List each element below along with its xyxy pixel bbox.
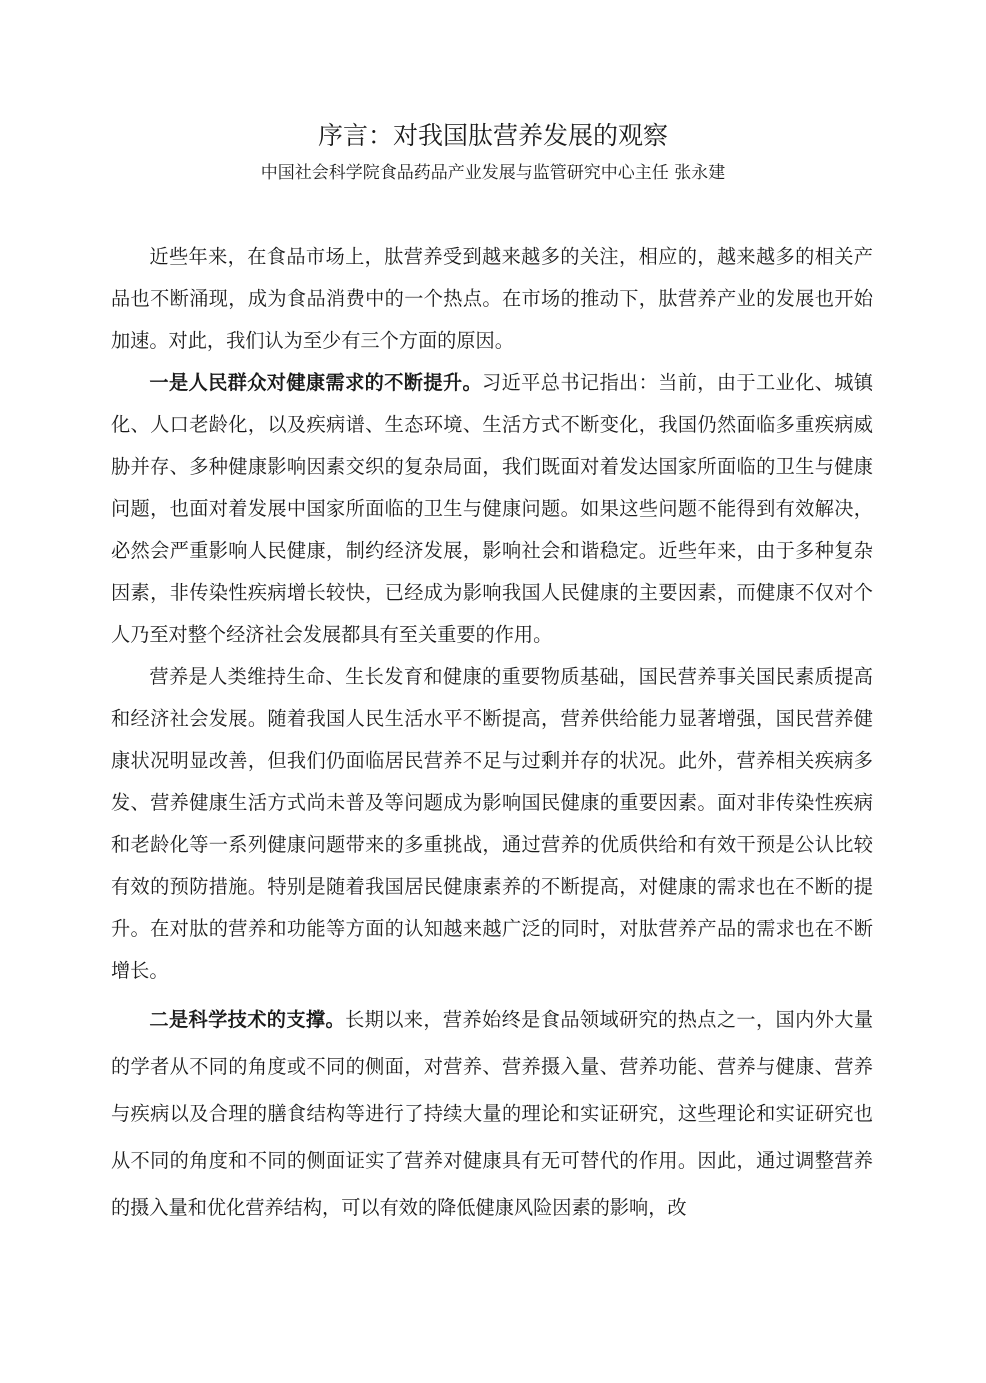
paragraph-text: 近些年来，在食品市场上，肽营养受到越来越多的关注，相应的，越来越多的相关产品也不断涌现，成为食品消费中的一个热点。在市场的推动下，肽营养产业的发展也开始加速。对此，我们认为至少有三个方面的原因。 xyxy=(111,245,873,352)
paragraph-lead: 二是科学技术的支撑。 xyxy=(149,1008,346,1031)
paragraph-reason-one xyxy=(111,362,873,656)
author-line: 中国社会科学院食品药品产业发展与监管研究中心主任 张永建 xyxy=(260,163,726,183)
page-title: 序言：对我国肽营养发展的观察 xyxy=(317,121,668,150)
paragraph-lead: 一是人民群众对健康需求的不断提升。 xyxy=(149,371,483,394)
body-section-1 xyxy=(111,236,873,992)
paragraph-text: 营养是人类维持生命、生长发育和健康的重要物质基础，国民营养事关国民素质提高和经济社会发展。随着我国人民生活水平不断提高，营养供给能力显著增强，国民营养健康状况明显改善，但我们仍面临居民营养不足与过剩并存的状况。此外，营养相关疾病多发、营养健康生活方式尚未普及等问题成为影响国民健康的重要因素。面对非传染性疾病和老龄化等一系列健康问题带来的多重挑战，通过营养的优质供给和有效干预是公认比较有效的预防措施。特别是随着我国居民健康素养的不断提高，对健康的需求也在不断的提升。在对肽的营养和功能等方面的认知越来越广泛的同时，对肽营养产品的需求也在不断增长。 xyxy=(111,665,873,982)
paragraph-text: 长期以来，营养始终是食品领域研究的热点之一，国内外大量的学者从不同的角度或不同的侧面，对营养、营养摄入量、营养功能、营养与健康、营养与疾病以及合理的膳食结构等进行了持续大量的理论和实证研究，这些理论和实证研究也从不同的角度和不同的侧面证实了营养对健康具有无可替代的作用。因此，通过调整营养的摄入量和优化营养结构，可以有效的降低健康风险因素的影响，改 xyxy=(111,1008,874,1219)
paragraph-reason-two xyxy=(111,996,873,1231)
paragraph-intro xyxy=(111,236,873,362)
body-section-2 xyxy=(111,996,873,1231)
paragraph-nutrition xyxy=(111,656,873,992)
paragraph-text: 习近平总书记指出：当前，由于工业化、城镇化、人口老龄化，以及疾病谱、生态环境、生活方式不断变化，我国仍然面临多重疾病威胁并存、多种健康影响因素交织的复杂局面，我们既面对着发达国家所面临的卫生与健康问题，也面对着发展中国家所面临的卫生与健康问题。如果这些问题不能得到有效解决，必然会严重影响人民健康，制约经济发展，影响社会和谐稳定。近些年来，由于多种复杂因素，非传染性疾病增长较快，已经成为影响我国人民健康的主要因素，而健康不仅对个人乃至对整个经济社会发展都具有至关重要的作用。 xyxy=(111,371,874,646)
